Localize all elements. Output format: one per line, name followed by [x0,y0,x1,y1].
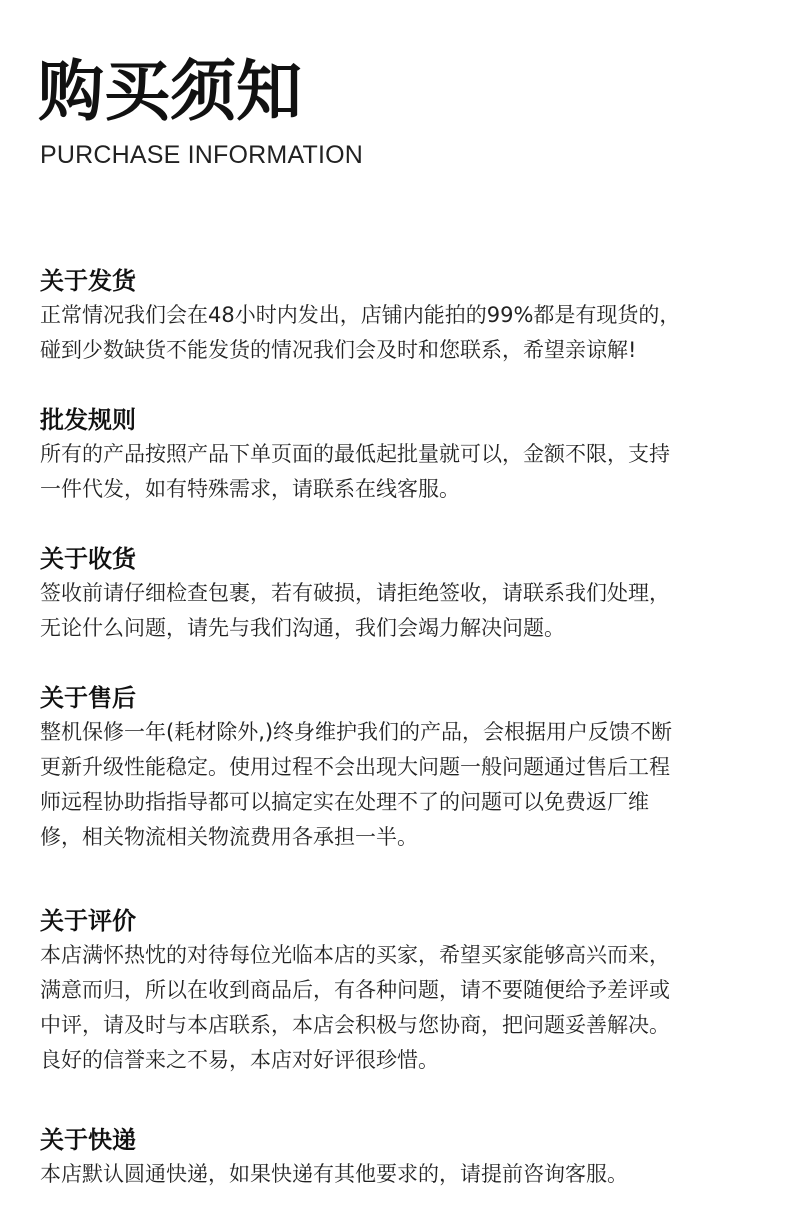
page-title: 购买须知 [38,53,302,130]
section-receiving [40,542,762,646]
section-heading: 关于发货 [40,267,136,295]
section-text-line: 本店满怀热忱的对待每位光临本店的买家，希望买家能够高兴而来， [40,943,670,967]
page-subtitle: PURCHASE INFORMATION [40,141,363,169]
section-heading: 关于快递 [40,1126,136,1154]
section-wholesale-rules [40,403,762,507]
section-text-line: 正常情况我们会在48小时内发出，店铺内能拍的99%都是有现货的， [40,303,681,327]
section-text-line: 一件代发，如有特殊需求，请联系在线客服。 [40,477,460,501]
section-text-line: 所有的产品按照产品下单页面的最低起批量就可以，金额不限，支持 [40,442,670,466]
section-text-line: 更新升级性能稳定。使用过程不会出现大问题一般问题通过售后工程 [40,755,670,779]
section-text-line: 满意而归，所以在收到商品后，有各种问题，请不要随便给予差评或 [40,978,670,1002]
section-text-line: 良好的信誉来之不易，本店对好评很珍惜。 [40,1048,439,1072]
section-text-line: 无论什么问题，请先与我们沟通，我们会竭力解决问题。 [40,616,565,640]
section-reviews [40,904,762,1078]
section-text-line: 整机保修一年(耗材除外,)终身维护我们的产品，会根据用户反馈不断 [40,720,673,744]
section-heading: 关于评价 [40,907,136,935]
section-after-sales [40,681,762,855]
section-heading: 关于售后 [40,684,136,712]
section-text-line: 修，相关物流相关物流费用各承担一半。 [40,825,418,849]
section-heading: 批发规则 [40,406,136,434]
section-text-line: 本店默认圆通快递，如果快递有其他要求的，请提前咨询客服。 [40,1162,628,1186]
section-shipping [40,264,762,368]
section-text-line: 签收前请仔细检查包裹，若有破损，请拒绝签收，请联系我们处理， [40,581,670,605]
section-text-line: 师远程协助指指导都可以搞定实在处理不了的问题可以免费返厂维 [40,790,649,814]
section-heading: 关于收货 [40,545,136,573]
section-express-delivery [40,1123,762,1192]
section-text-line: 中评，请及时与本店联系，本店会积极与您协商，把问题妥善解决。 [40,1013,670,1037]
section-text-line: 碰到少数缺货不能发货的情况我们会及时和您联系，希望亲谅解! [40,338,637,362]
